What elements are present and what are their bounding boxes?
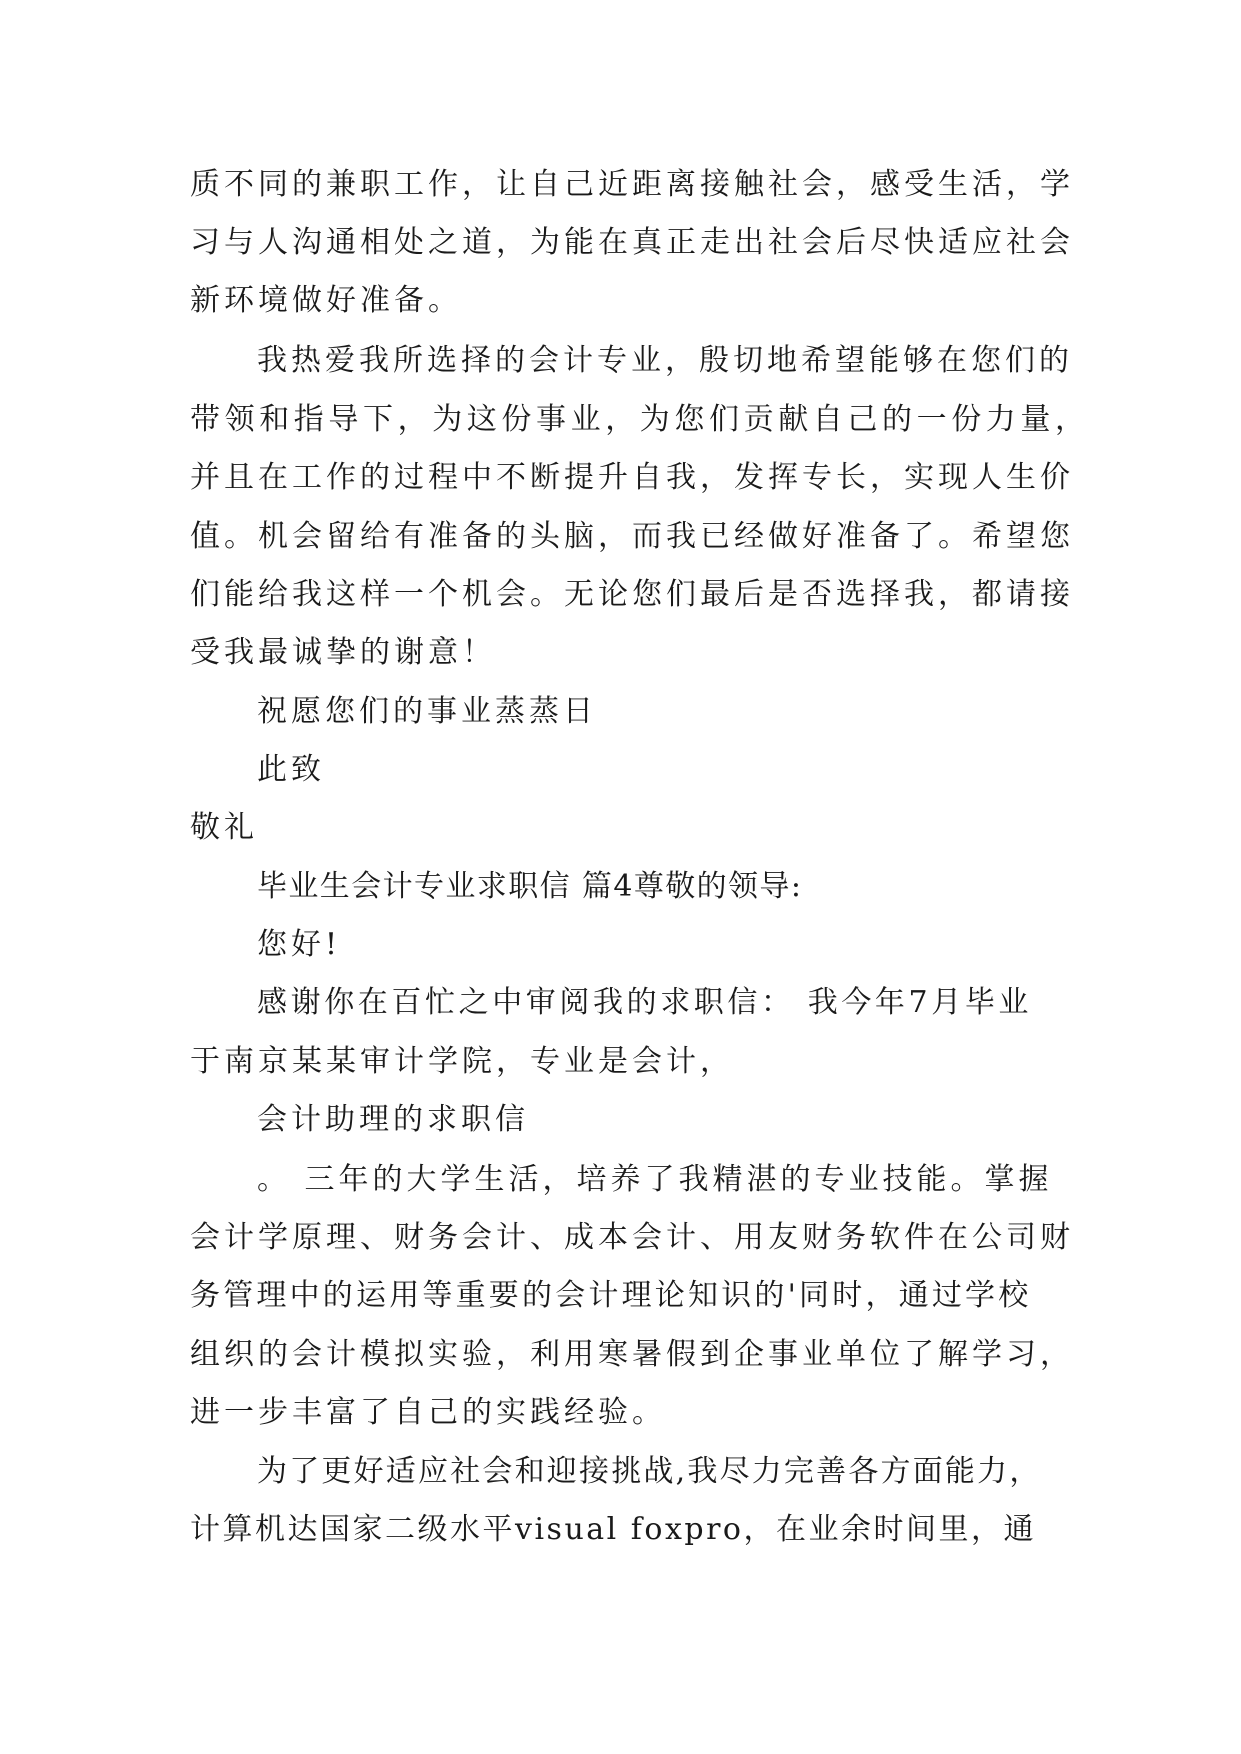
text-line: 感谢你在百忙之中审阅我的求职信： 我今年7月毕业 [257, 985, 1033, 1020]
text-line: 务管理中的运用等重要的会计理论知识的'同时，通过学校 [190, 1278, 1032, 1313]
text-line: 组织的会计模拟实验，利用寒暑假到企事业单位了解学习， [190, 1337, 1074, 1372]
text-line: 您好! [257, 927, 342, 962]
text-line: 此致 [257, 752, 325, 787]
text-line: 敬礼 [190, 810, 258, 845]
section-heading: 毕业生会计专业求职信 篇4尊敬的领导: [257, 869, 803, 904]
text-line: 习与人沟通相处之道，为能在真正走出社会后尽快适应社会 [190, 225, 1074, 260]
text-line: 并且在工作的过程中不断提升自我，发挥专长，实现人生价 [190, 460, 1074, 495]
text-line: 于南京某某审计学院，专业是会计， [190, 1044, 734, 1079]
text-line: 进一步丰富了自己的实践经验。 [190, 1395, 666, 1430]
text-line: 。 三年的大学生活，培养了我精湛的专业技能。掌握 [257, 1162, 1053, 1197]
text-line: 为了更好适应社会和迎接挑战,我尽力完善各方面能力， [257, 1454, 1042, 1489]
text-line: 会计学原理、财务会计、成本会计、用友财务软件在公司财 [190, 1220, 1074, 1255]
text-line: 们能给我这样一个机会。无论您们最后是否选择我，都请接 [190, 577, 1074, 612]
text-line: 会计助理的求职信 [257, 1102, 529, 1137]
text-line: 带领和指导下，为这份事业，为您们贡献自己的一份力量， [190, 402, 1090, 437]
text-line: 我热爱我所选择的会计专业，殷切地希望能够在您们的 [257, 343, 1073, 378]
text-line: 受我最诚挚的谢意！ [190, 635, 496, 670]
text-line: 值。机会留给有准备的头脑，而我已经做好准备了。希望您 [190, 519, 1074, 554]
text-line: 计算机达国家二级水平visual foxpro，在业余时间里，通 [190, 1512, 1036, 1547]
text-line: 质不同的兼职工作，让自己近距离接触社会，感受生活，学 [190, 167, 1074, 202]
text-line: 新环境做好准备。 [190, 283, 462, 318]
text-line: 祝愿您们的事业蒸蒸日 [257, 694, 597, 729]
